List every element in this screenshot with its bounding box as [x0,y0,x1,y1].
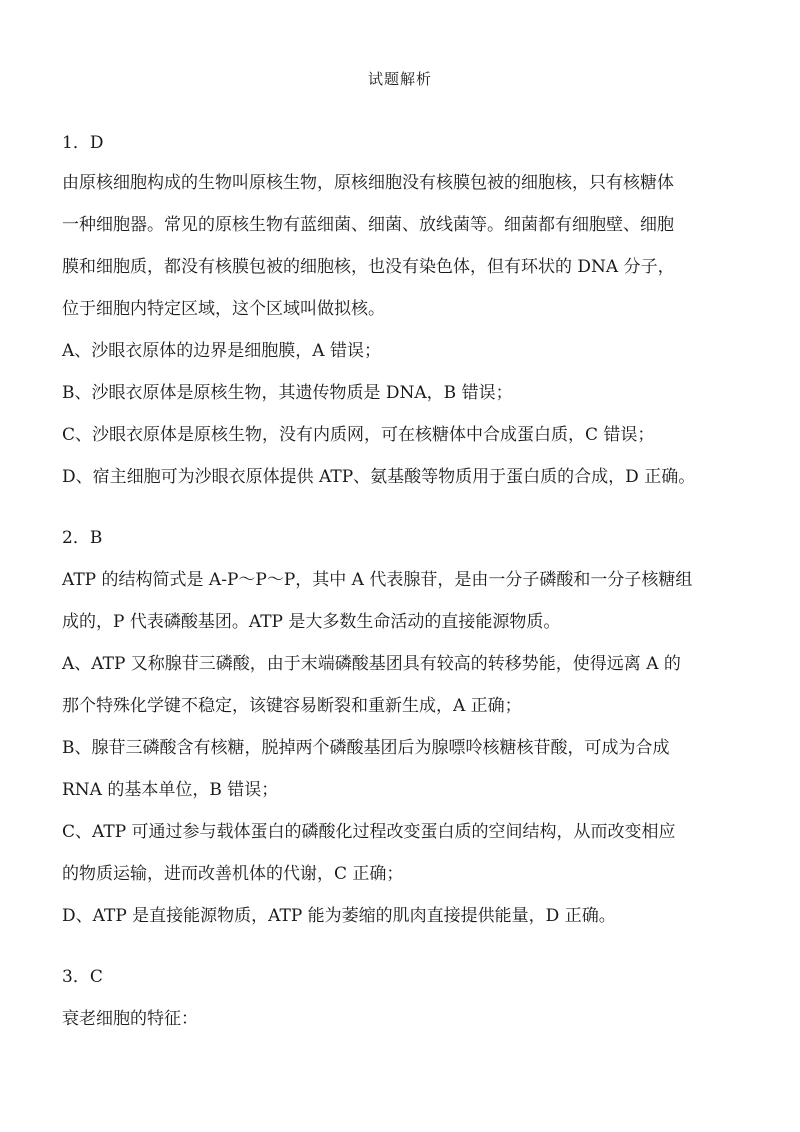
question-2-line-2: 成的，P 代表磷酸基团。ATP 是大多数生命活动的直接能源物质。 [62,612,561,632]
question-2-option-a-line-2: 那个特殊化学键不稳定，该键容易断裂和重新生成，A 正确； [62,696,522,716]
question-1-line-2: 一种细胞器。常见的原核生物有蓝细菌、细菌、放线菌等。细菌都有细胞壁、细胞 [62,215,674,235]
question-1-line-3: 膜和细胞质，都没有核膜包被的细胞核，也没有染色体，但有环状的 DNA 分子， [62,257,675,277]
question-2-option-d: D、ATP 是直接能源物质，ATP 能为萎缩的肌肉直接提供能量，D 正确。 [62,906,616,926]
question-1-option-d: D、宿主细胞可为沙眼衣原体提供 ATP、氨基酸等物质用于蛋白质的合成，D 正确。 [62,467,696,487]
question-1-line-1: 由原核细胞构成的生物叫原核生物，原核细胞没有核膜包被的细胞核，只有核糖体 [62,173,674,193]
question-2-option-c-line-2: 的物质运输，进而改善机体的代谢，C 正确； [62,864,404,884]
question-2-number: 2．B [62,528,103,548]
question-3-number: 3．C [62,967,103,987]
question-2-option-c-line-1: C、ATP 可通过参与载体蛋白的磷酸化过程改变蛋白质的空间结构，从而改变相应 [62,822,676,842]
question-1-option-a: A、沙眼衣原体的边界是细胞膜，A 错误； [62,341,381,361]
page-title: 试题解析 [367,70,432,88]
question-3-line-1: 衰老细胞的特征： [62,1009,198,1029]
question-1-option-c: C、沙眼衣原体是原核生物，没有内质网，可在核糖体中合成蛋白质，C 错误； [62,425,655,445]
question-2-option-a-line-1: A、ATP 又称腺苷三磷酸，由于末端磷酸基团具有较高的转移势能，使得远离 A 的 [62,654,681,674]
question-1-line-4: 位于细胞内特定区域，这个区域叫做拟核。 [62,299,385,319]
question-2-option-b-line-2: RNA 的基本单位，B 错误； [62,780,279,800]
question-2-line-1: ATP 的结构简式是 A-P～P～P，其中 A 代表腺苷，是由一分子磷酸和一分子核糖组 [62,570,693,590]
question-2-option-b-line-1: B、腺苷三磷酸含有核糖，脱掉两个磷酸基团后为腺嘌呤核糖核苷酸，可成为合成 [62,738,670,758]
question-1-number: 1．D [62,133,104,153]
question-1-option-b: B、沙眼衣原体是原核生物，其遗传物质是 DNA，B 错误； [62,383,513,403]
